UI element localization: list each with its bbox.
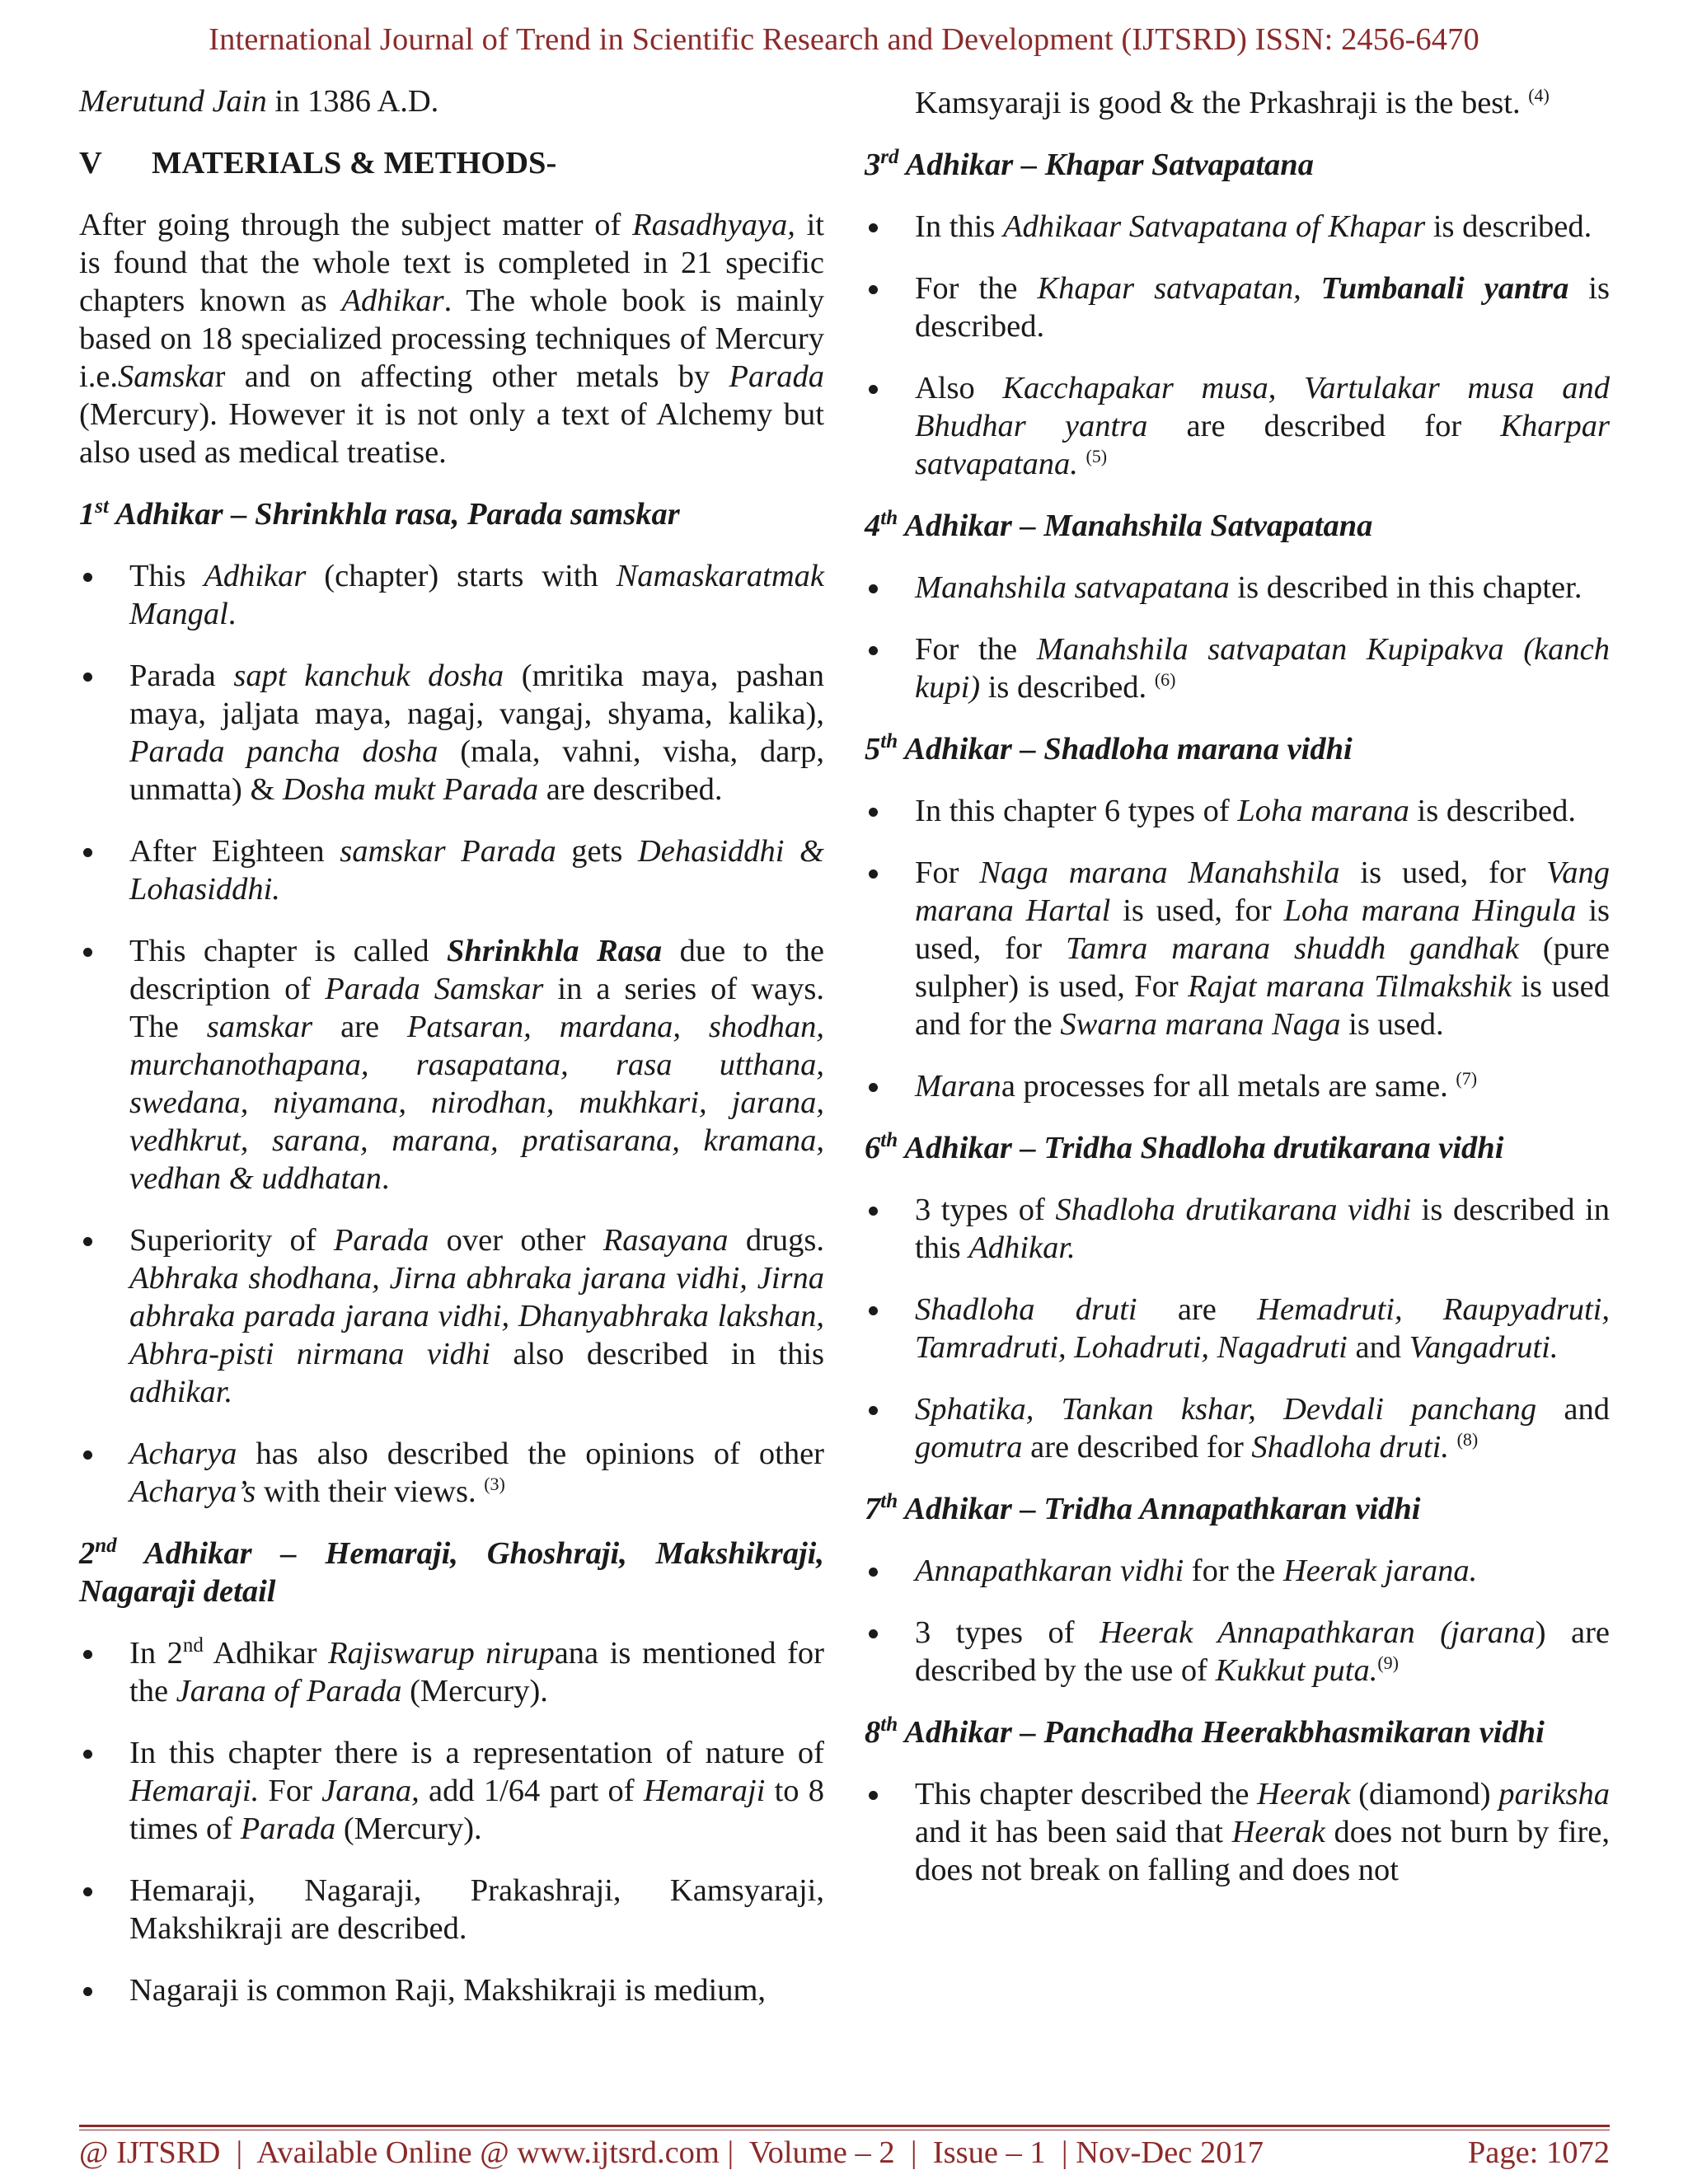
citation-ref: (7) <box>1456 1068 1478 1090</box>
list-item: This chapter described the Heerak (diamond) pariksha and it has been said that Heerak does not burn by fire, does not break on falling and does not <box>865 1775 1610 1889</box>
list-item: Nagaraji is common Raji, Makshikraji is medium, <box>79 1971 824 2009</box>
page-number: Page: 1072 <box>1467 2135 1610 2170</box>
list-item: In 2nd Adhikar Rajiswarup nirupana is mentioned for the Jarana of Parada (Mercury). <box>79 1634 824 1710</box>
adhikar-5-heading: 5th Adhikar – Shadloha marana vidhi <box>865 730 1353 766</box>
list-item: Annapathkaran vidhi for the Heerak jarana. <box>865 1552 1610 1590</box>
list-item: 3 types of Heerak Annapathkaran (jarana) are described by the use of Kukkut puta.$^{(9)}$ <box>865 1614 1610 1690</box>
footer-info: @ IJTSRD | Available Online @ www.ijtsrd.com | Volume – 2 | Issue – 1 | Nov-Dec 2017 <box>79 2135 1264 2170</box>
right-column <box>865 84 1610 1889</box>
citation-ref: (6) <box>1154 669 1176 691</box>
materials-paragraph: After going through the subject matter of Rasadhyaya, it is found that the whole text is completed in 21 specific chapters known as Adhikar. The whole book is mainly based on 18 specialized processing techniques of Mercury i.e.Samskar and on affecting other metals by Parada (Mercury). However it is not only a text of Alchemy but also used as medical treatise. <box>79 208 824 470</box>
footer-rule <box>79 2125 1610 2127</box>
list-item: Sphatika, Tankan kshar, Devdali panchang and gomutra are described for Shadloha druti. $^{(8)}$ <box>865 1390 1610 1466</box>
citation-ref: (9) <box>1377 1652 1399 1674</box>
list-item: For the Manahshila satvapatan Kupipakva (kanch kupi) is described. $^{(6)}$ <box>865 630 1610 706</box>
list-item: For the Khapar satvapatan, Tumbanali yantra is described. <box>865 269 1610 345</box>
adhikar-2-heading: 2nd Adhikar – Hemaraji, Ghoshraji, Makshikraji, Nagaraji detail <box>79 1535 824 1609</box>
list-item: 3 types of Shadloha drutikarana vidhi is described in this Adhikar. <box>865 1191 1610 1267</box>
list-item: Also Kacchapakar musa, Vartulakar musa and Bhudhar yantra are described for Kharpar satvapatana. $^{(5)}$ <box>865 369 1610 483</box>
adhikar-6-heading: 6th Adhikar – Tridha Shadloha drutikarana vidhi <box>865 1129 1504 1165</box>
list-item: Manahshila satvapatana is described in this chapter. <box>865 569 1610 607</box>
list-item: Acharya has also described the opinions of other Acharya’s with their views. $^{(3)}$ <box>79 1435 824 1511</box>
citation-ref: (3) <box>484 1474 505 1495</box>
list-item: After Eighteen samskar Parada gets Dehasiddhi & Lohasiddhi. <box>79 832 824 908</box>
citation-ref: (8) <box>1456 1429 1479 1451</box>
list-item: This chapter is called Shrinkhla Rasa due to the description of Parada Samskar in a series of ways. The samskar are Patsaran, mardana, shodhan, murchanothapana, rasapatana, rasa utthana, swedana, niyamana, nirodhan, mukhkari, jarana, vedhkrut, sarana, marana, pratisarana, kramana, vedhan & uddhatan. <box>79 932 824 1197</box>
journal-header: International Journal of Trend in Scientific Research and Development (IJTSRD) ISSN: 2456-6470 <box>209 22 1479 57</box>
adhikar-1-heading: 1st Adhikar – Shrinkhla rasa, Parada samskar <box>79 495 680 532</box>
list-item: In this chapter 6 types of Loha marana is described. <box>865 792 1610 830</box>
list-item: This Adhikar (chapter) starts with Namaskaratmak Mangal. <box>79 557 824 633</box>
list-item: Superiority of Parada over other Rasayana drugs. Abhraka shodhana, Jirna abhraka jarana vidhi, Jirna abhraka parada jarana vidhi, Dhanyabhraka lakshan, Abhra-pisti nirmana vidhi also described in this adhikar. <box>79 1221 824 1411</box>
adhikar-7-heading: 7th Adhikar – Tridha Annapathkaran vidhi <box>865 1490 1421 1526</box>
list-item: Hemaraji, Nagaraji, Prakashraji, Kamsyaraji, Makshikraji are described. <box>79 1872 824 1947</box>
continuation-line: Kamsyaraji is good & the Prkashraji is the best. $^{(4)}$ <box>915 85 1550 120</box>
list-item: In this chapter there is a representation of nature of Hemaraji. For Jarana, add 1/64 part of Hemaraji to 8 times of Parada (Mercury). <box>79 1734 824 1848</box>
list-item: For Naga marana Manahshila is used, for Vang marana Hartal is used, for Loha marana Hingula is used, for Tamra marana shuddh gandhak (pure sulpher) is used, For Rajat marana Tilmakshik is used and for the Swarna marana Naga is used. <box>865 854 1610 1043</box>
list-item: In this Adhikaar Satvapatana of Khapar is described. <box>865 208 1610 246</box>
list-item: Shadloha druti are Hemadruti, Raupyadruti, Tamradruti, Lohadruti, Nagadruti and Vangadruti. <box>865 1291 1610 1366</box>
list-item: Marana processes for all metals are same. $^{(7)}$ <box>865 1067 1610 1105</box>
adhikar-3-heading: 3rd Adhikar – Khapar Satvapatana <box>865 146 1314 182</box>
list-item: Parada sapt kanchuk dosha (mritika maya, pashan maya, jaljata maya, nagaj, vangaj, shyama, kalika), Parada pancha dosha (mala, vahni, visha, darp, unmatta) & Dosha mukt Parada are described. <box>79 657 824 808</box>
left-column <box>79 82 824 2009</box>
intro-line: Merutund Jain in 1386 A.D. <box>79 84 439 119</box>
citation-ref: (4) <box>1528 85 1550 106</box>
adhikar-8-heading: 8th Adhikar – Panchadha Heerakbhasmikaran vidhi <box>865 1713 1545 1750</box>
page-footer <box>79 2135 1610 2171</box>
citation-ref: (5) <box>1085 446 1108 467</box>
adhikar-4-heading: 4th Adhikar – Manahshila Satvapatana <box>865 507 1373 543</box>
section-heading: V MATERIALS & METHODS- <box>79 146 557 180</box>
